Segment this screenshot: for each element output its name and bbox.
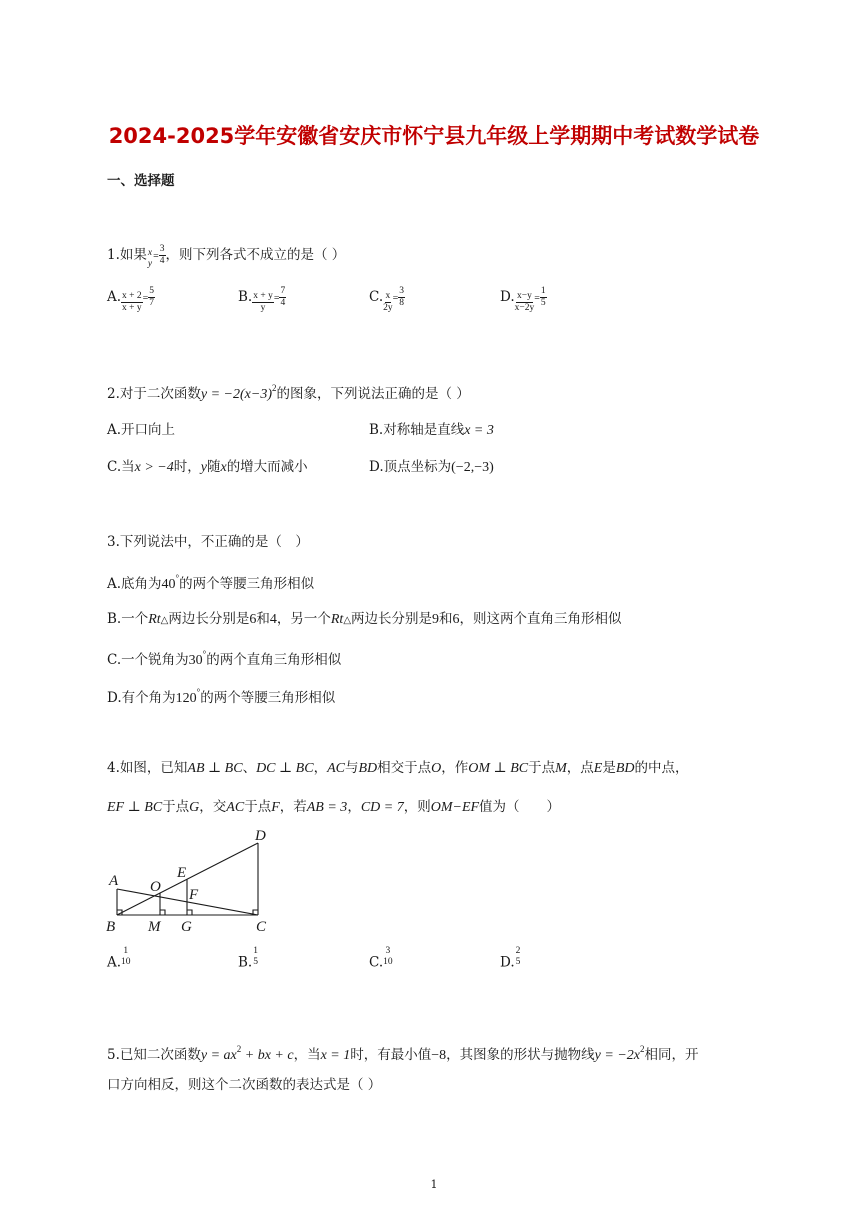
q3-option-d[interactable]: D.有个角为120°的两个等腰三角形相似	[107, 687, 336, 706]
question-3-stem: 3.下列说法中，不正确的是（ ）	[107, 534, 309, 550]
q1-condition-lhs: x y	[147, 248, 153, 269]
q1-condition-rhs: $\frac{3}{4}$	[159, 244, 165, 266]
question-5-stem-line-2: 口方向相反，则这个二次函数的表达式是（ ）	[107, 1077, 382, 1093]
question-4-stem-line-1: 4.如图，已知AB ⊥ BC、DC ⊥ BC，AC与BD相交于点O，作OM ⊥ BC于点M，点E是BD的中点，	[107, 760, 689, 776]
q4-option-a[interactable]: A. 1 10	[107, 946, 131, 971]
right-angle-m	[160, 910, 165, 915]
q4-option-b[interactable]: B. 1 5	[238, 946, 258, 971]
q2-option-c[interactable]: C.当x > −4时，y随x的增大而减小	[107, 459, 308, 475]
label-m: M	[148, 919, 161, 935]
label-d: D	[255, 828, 266, 844]
page-number: 1	[430, 1178, 438, 1191]
page-title: 2024-2025学年安徽省安庆市怀宁县九年级上学期期中考试数学试卷	[108, 124, 760, 148]
label-a: A	[109, 873, 119, 889]
label-c: C	[256, 919, 267, 935]
q1-condition-eq: =	[153, 251, 159, 262]
q2-option-b[interactable]: B.对称轴是直线x = 3	[369, 422, 494, 438]
q3-option-b[interactable]: B.一个Rt△两边长分别是6和4，另一个Rt△两边长分别是9和6，则这两个直角三角形相似	[107, 611, 622, 627]
label-g: G	[181, 919, 192, 935]
question-5-stem-line-1: 5.已知二次函数$y = ax^2$ + bx + c，当x = 1时，有最小值−8，其图象的形状与抛物线$y = -2x^2$相同，开	[107, 1044, 699, 1063]
section-heading: 一、选择题	[107, 173, 175, 189]
q2-option-d[interactable]: D.顶点坐标为(−2,−3)	[369, 459, 494, 475]
q3-option-a[interactable]: A.底角为40°的两个等腰三角形相似	[107, 573, 315, 592]
q4-geometry-figure	[100, 824, 280, 936]
label-o: O	[150, 879, 161, 895]
question-2-stem: 2.对于二次函数$y = -2(x-3)^2$的图象，下列说法正确的是（ ）	[107, 383, 470, 402]
question-1-stem	[107, 244, 345, 270]
q3-option-c[interactable]: C.一个锐角为30°的两个直角三角形相似	[107, 649, 342, 668]
q4-option-d[interactable]: D. 2 5	[500, 946, 521, 971]
q1-option-b[interactable]: B. $\frac{x + y}{y}$ = $\frac{7}{4}$	[238, 286, 286, 313]
label-b: B	[106, 919, 116, 935]
q1-suffix: ，则下列各式不成立的是（ ）	[165, 247, 346, 263]
q1-option-c[interactable]: C. $\frac{x}{2y}$ = $\frac{3}{8}$	[369, 286, 405, 313]
question-4-stem-line-2: EF ⊥ BC于点G，交AC于点F，若AB = 3，CD = 7，则OM−EF值为（ ）	[107, 799, 561, 815]
q2-option-a[interactable]: A.开口向上	[107, 422, 176, 438]
right-angle-g	[187, 910, 192, 915]
q1-option-a[interactable]: A. $\frac{x + 2}{x + y}$ = $\frac{5}{7}$	[107, 286, 155, 313]
label-e: E	[177, 865, 187, 881]
q2-formula: y = −2(x−3)	[200, 387, 272, 402]
q4-option-c[interactable]: C. 3 10	[369, 946, 393, 971]
q1-option-d[interactable]: D. $\frac{x-y}{x-2y}$ = $\frac{1}{5}$	[500, 286, 546, 313]
q1-prefix: 1.如果	[107, 247, 147, 263]
label-f: F	[189, 887, 199, 903]
